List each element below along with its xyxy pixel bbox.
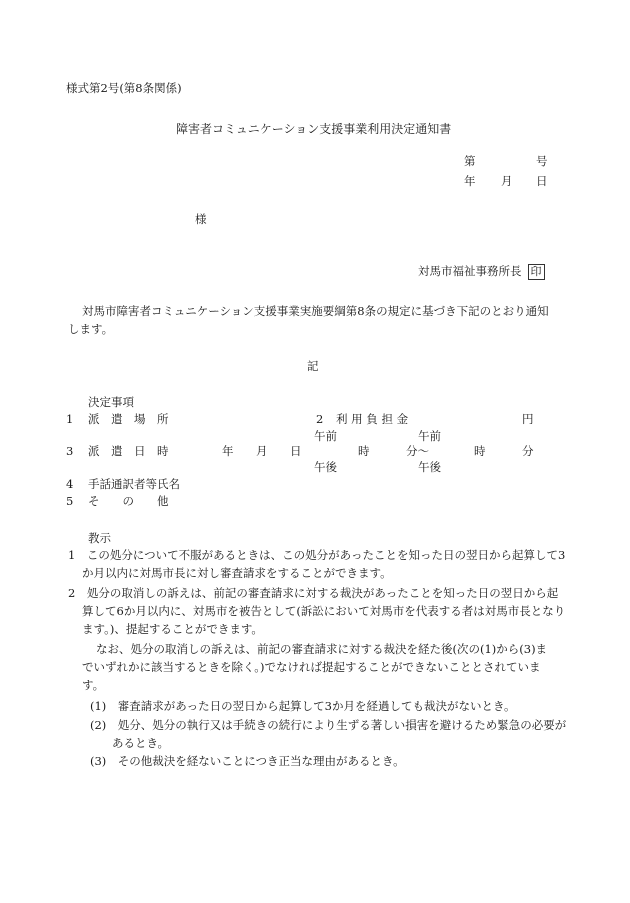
item-3-hour-start: 時 [358, 444, 370, 458]
addressee-sama: 様 [195, 212, 207, 226]
item-4-label: 手話通訳者等氏名 [88, 477, 180, 491]
item-3-gogo-start: 午後 [314, 460, 337, 474]
notice-sub-2: (2) 処分、処分の執行又は手続きの続行により生ずる著しい損害を避けるため緊急の必要があるとき。 [90, 718, 567, 751]
issuer-name: 対馬市福祉事務所長 [418, 264, 522, 278]
notice-heading: 教示 [88, 531, 111, 545]
notice-paragraph-3: なお、処分の取消しの訴えは、前記の審査請求に対する裁決を経た後(次の(1)から(3)までいずれかに該当するときを除く。)でなければ提起することができないこととされています。 [82, 642, 548, 693]
date-year: 年 [464, 174, 476, 188]
item-3-year: 年 [222, 444, 234, 458]
notice-paragraph-1: 1 この処分について不服があるときは、この処分があったことを知った日の翌日から起算して3か月以内に対馬市長に対し審査請求をすることができます。 [68, 548, 566, 581]
item-5-label: そ の 他 [88, 494, 169, 508]
item-3-gozen-start: 午前 [314, 429, 337, 443]
seal-mark: 印 [528, 264, 545, 280]
item-3-day: 日 [290, 444, 302, 458]
item-1-number: 1 [66, 412, 74, 426]
item-2-number: 2 [316, 412, 324, 426]
doc-no-prefix: 第 [464, 154, 476, 168]
issuer-line [418, 264, 545, 280]
item-1-label: 派 遣 場 所 [88, 412, 169, 426]
date-day: 日 [536, 174, 548, 188]
document-title: 障害者コミュニケーション支援事業利用決定通知書 [176, 122, 452, 136]
item-3-gozen-end: 午前 [418, 429, 441, 443]
item-4-number: 4 [66, 477, 74, 491]
notice-paragraph-2: 2 処分の取消しの訴えは、前記の審査請求に対する裁決があったことを知った日の翌日から起算して6か月以内に、対馬市を被告として(訴訟において対馬市を代表する者は対馬市長となります。)、提起することができます。 [68, 586, 566, 637]
item-5-number: 5 [66, 494, 74, 508]
item-3-hour-end: 時 [474, 444, 486, 458]
notice-sub-3: (3) その他裁決を経ないことにつき正当な理由があるとき。 [90, 754, 405, 768]
item-3-month: 月 [256, 444, 268, 458]
notice-sub-1: (1) 審査請求があった日の翌日から起算して3か月を経過しても裁決がないとき。 [90, 699, 516, 713]
item-3-number: 3 [66, 444, 74, 458]
item-3-minute-end: 分 [522, 444, 534, 458]
item-2-label: 利 用 負 担 金 [336, 412, 409, 426]
doc-no-suffix: 号 [536, 154, 548, 168]
item-3-gogo-end: 午後 [418, 460, 441, 474]
item-3-label: 派 遣 日 時 [88, 444, 169, 458]
form-number: 様式第2号(第8条関係) [66, 81, 182, 95]
item-3-minute-from: 分～ [406, 444, 429, 458]
intro-paragraph: 対馬市障害者コミュニケーション支援事業実施要綱第8条の規定に基づき下記のとおり通知します。 [68, 304, 549, 337]
ki-heading: 記 [307, 359, 319, 373]
decision-heading: 決定事項 [88, 395, 134, 409]
date-month: 月 [501, 174, 513, 188]
item-2-yen: 円 [522, 412, 534, 426]
